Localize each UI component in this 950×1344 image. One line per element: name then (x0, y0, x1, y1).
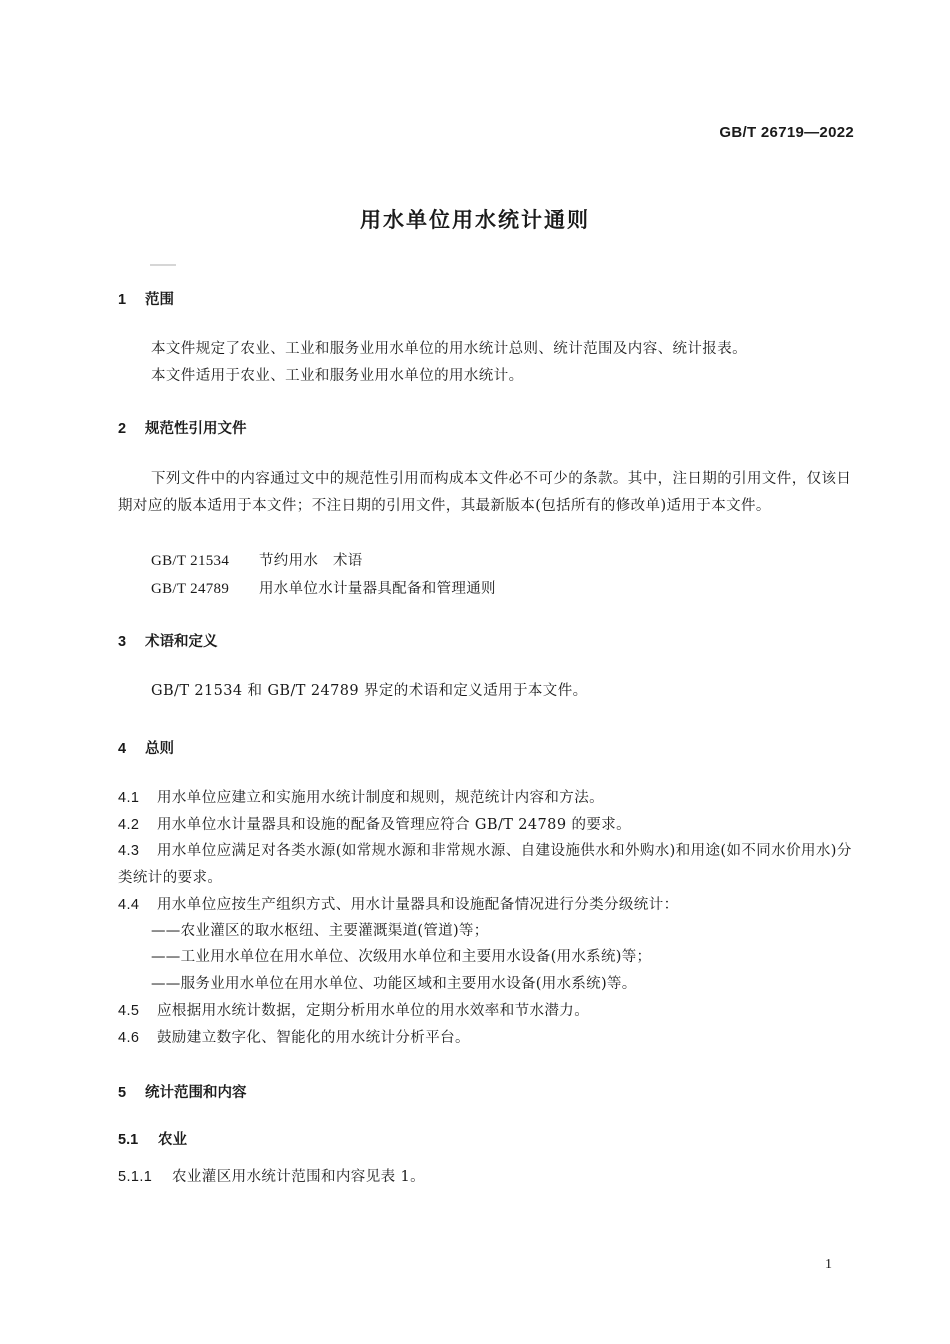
reference-title: 节约用水 术语 (259, 553, 363, 569)
section-3-heading (118, 630, 218, 651)
clause-4-1 (118, 785, 856, 812)
normative-reference-item (151, 549, 363, 570)
section-5-heading (118, 1081, 247, 1102)
clause-4-5 (118, 998, 856, 1025)
clause-text: 应根据用水统计数据，定期分析用水单位的用水效率和节水潜力。 (157, 1003, 590, 1019)
clause-number: 4.1 (118, 790, 140, 806)
standard-number: GB/T 26719—2022 (719, 124, 854, 141)
scan-speck (150, 264, 176, 266)
reference-code: GB/T 24789 (151, 581, 230, 597)
section-2-heading (118, 417, 247, 438)
scope-paragraph-1: 本文件规定了农业、工业和服务业用水单位的用水统计总则、统计范围及内容、统计报表。 (151, 341, 747, 357)
clause-number: 4.6 (118, 1030, 140, 1046)
section-number: 5.1 (118, 1132, 139, 1148)
terms-paragraph: GB/T 21534 和 GB/T 24789 界定的术语和定义适用于本文件。 (151, 683, 588, 699)
dash-list-item: ——服务业用水单位在用水单位、功能区域和主要用水设备(用水系统)等。 (151, 976, 637, 992)
reference-code: GB/T 21534 (151, 553, 230, 569)
section-5-1-heading (118, 1128, 187, 1149)
section-title: 统计范围和内容 (145, 1085, 247, 1101)
page-number: 1 (825, 1257, 832, 1272)
document-title: 用水单位用水统计通则 (360, 208, 590, 232)
clause-text: 农业灌区用水统计范围和内容见表 1。 (172, 1169, 426, 1185)
section-title: 总则 (145, 741, 174, 757)
normative-reference-item (151, 577, 496, 598)
dash-list-item: ——工业用水单位在用水单位、次级用水单位和主要用水设备(用水系统)等； (151, 949, 652, 965)
section-4-heading (118, 737, 174, 758)
normative-intro-paragraph: 下列文件中的内容通过文中的规范性引用而构成本文件必不可少的条款。其中，注日期的引用文件，仅该日期对应的版本适用于本文件；不注日期的引用文件，其最新版本(包括所有的修改单)适用于本文件。 (118, 471, 852, 514)
scope-paragraph-2: 本文件适用于农业、工业和服务业用水单位的用水统计。 (151, 368, 524, 384)
clause-4-3 (118, 838, 856, 892)
section-number: 3 (118, 634, 127, 650)
dash-list-item: ——农业灌区的取水枢纽、主要灌溉渠道(管道)等； (151, 923, 489, 939)
clause-text: 用水单位应按生产组织方式、用水计量器具和设施配备情况进行分类分级统计： (157, 897, 679, 913)
clause-text: 用水单位应满足对各类水源(如常规水源和非常规水源、自建设施供水和外购水)和用途(如不同水价用水)分类统计的要求。 (118, 843, 852, 886)
clause-4-2 (118, 812, 856, 839)
section-number: 5 (118, 1085, 127, 1101)
clause-number: 5.1.1 (118, 1169, 153, 1185)
section-title: 规范性引用文件 (145, 421, 247, 437)
clause-text: 鼓励建立数字化、智能化的用水统计分析平台。 (157, 1030, 470, 1046)
clause-4-4 (118, 892, 856, 919)
clause-text: 用水单位应建立和实施用水统计制度和规则，规范统计内容和方法。 (157, 790, 604, 806)
section-number: 1 (118, 292, 127, 308)
section-title: 农业 (158, 1132, 187, 1148)
reference-title: 用水单位水计量器具配备和管理通则 (259, 581, 496, 597)
clause-5-1-1 (118, 1164, 856, 1191)
section-number: 2 (118, 421, 127, 437)
clause-number: 4.4 (118, 897, 140, 913)
clause-number: 4.3 (118, 843, 140, 859)
clause-number: 4.2 (118, 817, 140, 833)
section-title: 术语和定义 (145, 634, 218, 650)
section-title: 范围 (145, 292, 174, 308)
section-1-heading (118, 288, 174, 309)
section-number: 4 (118, 741, 127, 757)
clause-number: 4.5 (118, 1003, 140, 1019)
clause-text: 用水单位水计量器具和设施的配备及管理应符合 GB/T 24789 的要求。 (157, 817, 632, 833)
clause-4-6 (118, 1025, 856, 1052)
